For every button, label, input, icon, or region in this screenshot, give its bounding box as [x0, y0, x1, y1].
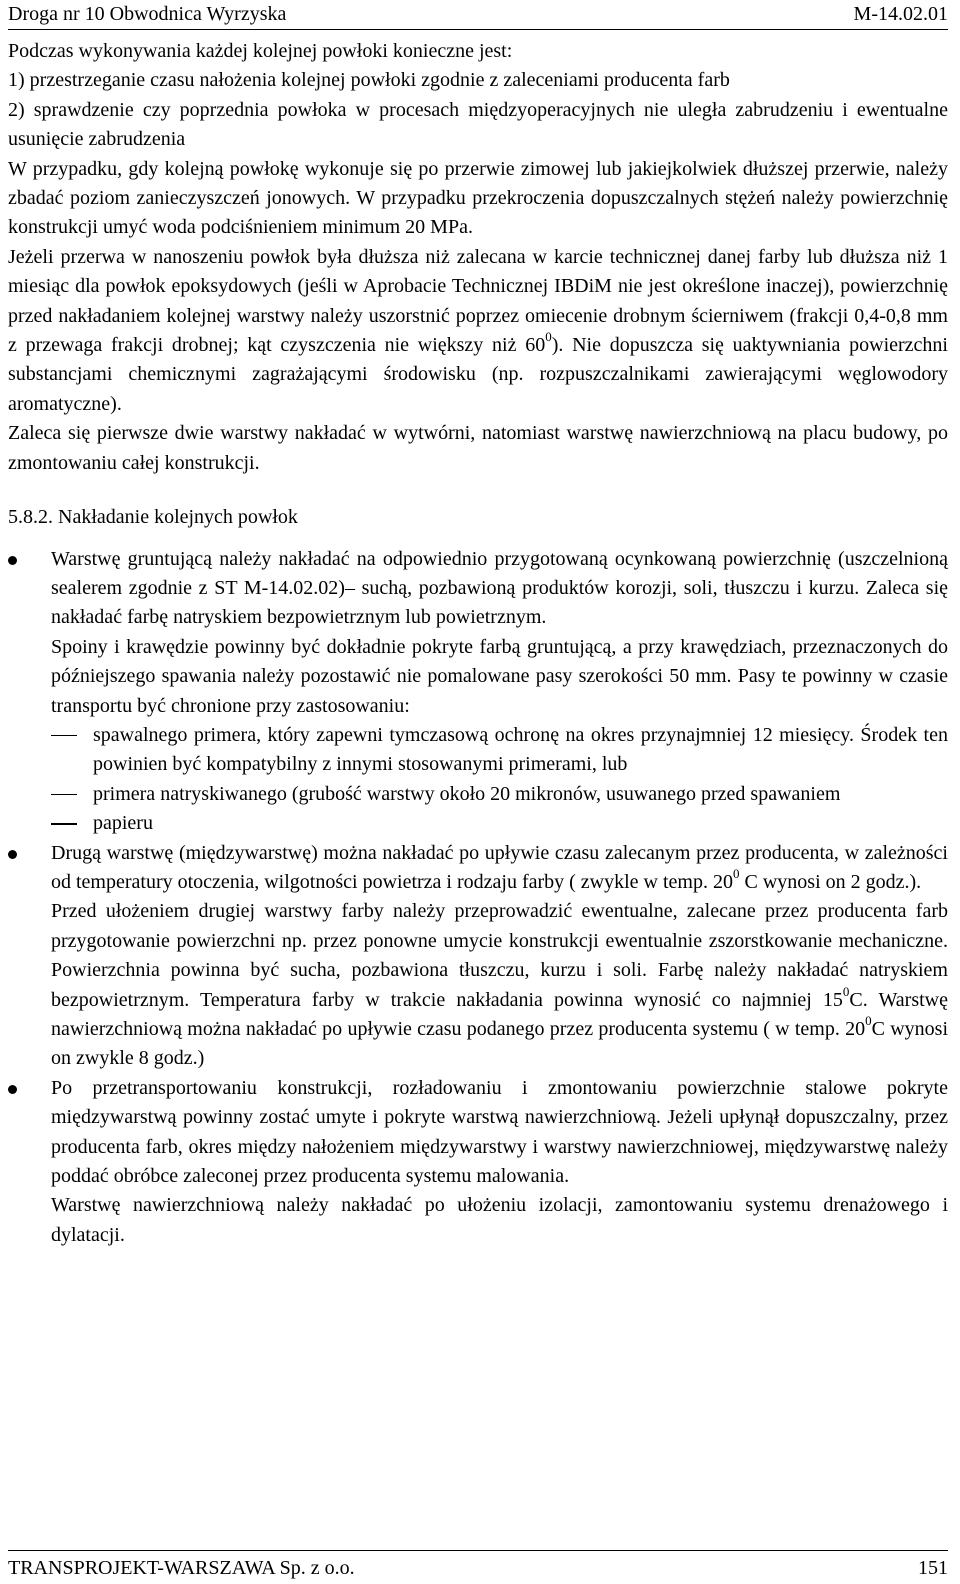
dash-text: papieru	[93, 812, 153, 835]
header-spec-code: M-14.02.01	[853, 3, 948, 25]
intro-line-2: 1) przestrzeganie czasu nałożenia kolejnej powłoki zgodnie z zaleceniami producenta farb	[8, 69, 730, 92]
primer-paragraph-2: Spoiny i krawędzie powinny być dokładnie pokryte farbą gruntującą, a przy krawędziach, przeznaczonych do późniejszego spawania należy pozostawić nie pomalowane pasy szerokości 50 mm. Pasy te powinny w czasie transportu być chronione przy zastosowaniu:	[51, 635, 948, 717]
document-body	[8, 37, 948, 1250]
bullet-top-coat	[8, 1074, 948, 1250]
dash-icon	[51, 823, 77, 825]
degree-superscript: 0	[842, 983, 850, 999]
topcoat-paragraph-1: Po przetransportowaniu konstrukcji, rozładowaniu i zmontowaniu powierzchnie stalowe pokryte międzywarstwą powinny zostać umyte i pokryte warstwą nawierzchniową. Jeżeli upłynął dopuszczalny, przez producenta farb, okres między nałożeniem międzywarstwy i warstwy nawierzchniowej, międzywarstwę należy poddać obróbce zaleconej przez producenta systemu malowania.	[51, 1076, 948, 1188]
intermediate-text-b: C wynosi on 2 godz.).	[739, 870, 922, 893]
bullet-dot-icon	[8, 850, 17, 859]
bullet-dot-icon	[8, 1085, 17, 1094]
intermediate-paragraph-2	[51, 897, 948, 1073]
dash-icon	[51, 794, 77, 796]
degree-superscript: 0	[865, 1013, 872, 1029]
spacer	[8, 478, 948, 503]
page-header	[8, 0, 948, 30]
primer-paragraph-1: Warstwę gruntującą należy nakładać na odpowiednio przygotowaną ocynkowaną powierzchnię (uszczelnioną sealerem zgodnie z ST M-14.02.02)– suchą, pozbawioną produktów korozji, soli, tłuszczu i kurzu. Zaleca się nakładać farbę natryskiem bezpowietrznym lub powietrznym.	[51, 547, 948, 629]
dash-icon	[51, 735, 77, 737]
page-footer	[8, 1550, 948, 1584]
intermediate-text-c: Przed ułożeniem drugiej warstwy farby należy przeprowadzić ewentualne, zalecane przez producenta farb przygotowanie powierzchni np. przez ponowne umycie konstrukcji ewentualnie zszorstkowanie mechaniczne. Powierzchnia powinna być sucha, pozbawiona tłuszczu, kurzu i soli. Farbę należy nakładać natryskiem bezpowietrznym. Temperatura farby w trakcie nakładania powinna wynosić co najmniej 15	[51, 900, 948, 1011]
intermediate-text-d: C. Warstwę nawierzchniową można nakładać po upływie czasu podanego przez producenta systemu ( w temp. 20	[51, 988, 948, 1040]
dash-item-sprayed-primer	[51, 780, 948, 809]
degree-superscript: 0	[545, 329, 552, 345]
header-road-title: Droga nr 10 Obwodnica Wyrzyska	[8, 3, 287, 25]
intro-line-1: Podczas wykonywania każdej kolejnej powłoki konieczne jest:	[8, 40, 513, 62]
dash-item-welding-primer	[51, 721, 948, 780]
intro-paragraph-workshop: Zaleca się pierwsze dwie warstwy nakładać w wytwórni, natomiast warstwę nawierzchniową na placu budowy, po zmontowaniu całej konstrukcji.	[8, 422, 948, 474]
footer-page-number: 151	[918, 1557, 948, 1579]
intermediate-text-e: C wynosi on zwykle 8 godz.)	[51, 1018, 949, 1070]
bullet-dot-icon	[8, 556, 17, 565]
roughening-text-b: ). Nie dopuszcza się uaktywniania powierzchni substancjami chemicznymi zagrażającymi środowisku (np. rozpuszczalnikami zawierającymi węglowodory aromatyczne).	[8, 334, 948, 415]
degree-superscript: 0	[733, 866, 740, 882]
document-page	[8, 0, 948, 1583]
intro-line-3: 2) sprawdzenie czy poprzednia powłoka w procesach międzyoperacyjnych nie uległa zabrudzeniu i ewentualne usunięcie zabrudzenia	[8, 98, 948, 151]
section-title: 5.8.2. Nakładanie kolejnych powłok	[8, 506, 298, 529]
intermediate-paragraph-1	[51, 839, 948, 898]
topcoat-paragraph-2: Warstwę nawierzchniową należy nakładać po ułożeniu izolacji, zamontowaniu systemu drenażowego i dylatacji.	[51, 1194, 948, 1246]
dash-text: primera natryskiwanego (grubość warstwy około 20 mikronów, usuwanego przed spawaniem	[93, 782, 841, 805]
dash-text: spawalnego primera, który zapewni tymczasową ochronę na okres przynajmniej 12 miesięcy. Środek ten powinien być kompatybilny z innymi stosowanymi primerami, lub	[93, 723, 948, 776]
dash-item-paper	[51, 809, 948, 838]
footer-company: TRANSPROJEKT-WARSZAWA Sp. z o.o.	[8, 1557, 355, 1579]
bullet-intermediate-coat	[8, 839, 948, 1074]
bullet-primer	[8, 545, 948, 839]
intro-paragraph-winter-break: W przypadku, gdy kolejną powłokę wykonuje się po przerwie zimowej lub jakiejkolwiek dłuższej przerwie, należy zbadać poziom zanieczyszczeń jonowych. W przypadku przekroczenia dopuszczalnych stężeń należy powierzchnię konstrukcji umyć woda podciśnieniem minimum 20 MPa.	[8, 157, 948, 239]
intro-paragraph-roughening	[8, 243, 948, 419]
intermediate-text-a: Drugą warstwę (międzywarstwę) można nakładać po upływie czasu zalecanym przez producenta, w zależności od temperatury otoczenia, wilgotności powietrza i rodzaju farby ( zwykle w temp. 20	[51, 841, 948, 893]
roughening-text-a: Jeżeli przerwa w nanoszeniu powłok była dłuższa niż zalecana w karcie technicznej danej farby lub dłuższa niż 1 miesiąc dla powłok epoksydowych (jeśli w Aprobacie Technicznej IBDiM nie jest określone inaczej), powierzchnię przed nakładaniem kolejnej warstwy należy uszorstnić poprzez omiecenie drobnym ścierniwem (frakcji 0,4-0,8 mm z przewaga frakcji drobnej; kąt czyszczenia nie większy niż 60	[8, 245, 948, 357]
